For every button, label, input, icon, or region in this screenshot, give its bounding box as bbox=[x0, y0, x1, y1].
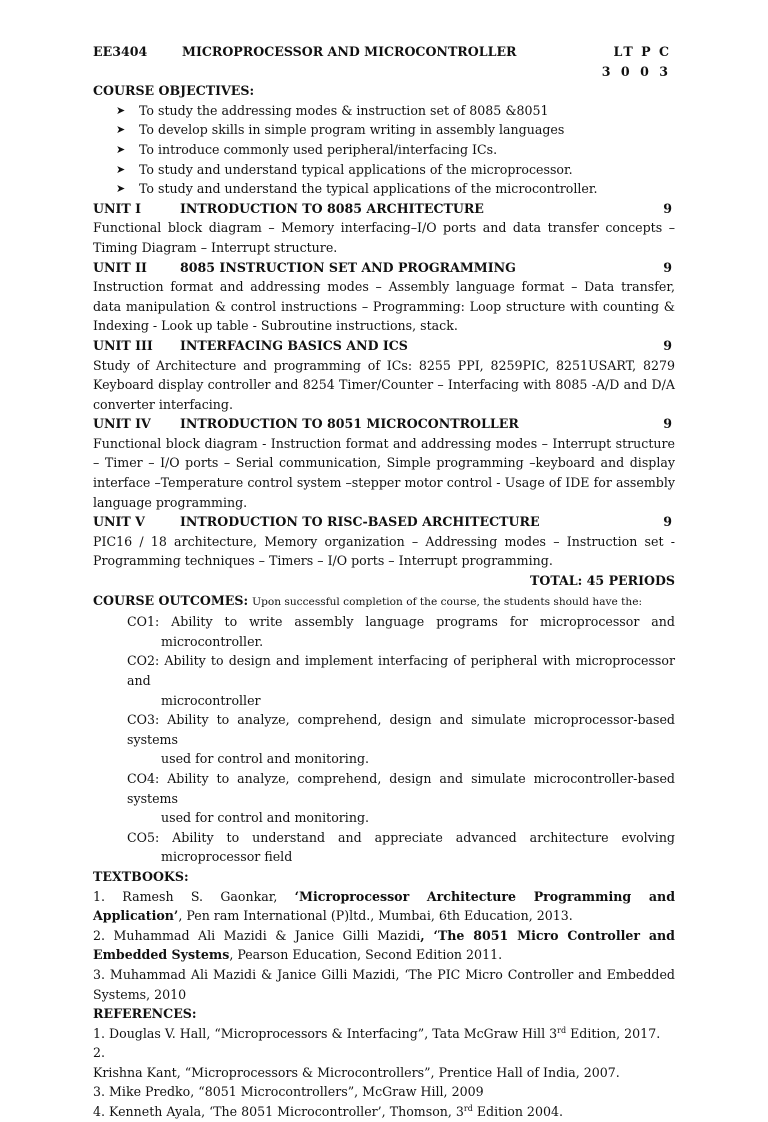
unit-title: INTRODUCTION TO 8085 ARCHITECTURE bbox=[180, 200, 484, 216]
unit-4-body: Functional block diagram - Instruction format and addressing modes – Interrupt structure – Timer – I/O ports – Serial communication, Simple programming –keyboard and display interface –Temperature control system –stepper motor control - Usage of IDE for assembly language programming. bbox=[93, 435, 675, 510]
textbook-item: 2. Muhammad Ali Mazidi & Janice Gilli Mazidi, ‘The 8051 Micro Controller and Embedded Systems, Pearson Education, Second Edition 2011. bbox=[93, 927, 675, 963]
unit-title: 8085 INSTRUCTION SET AND PROGRAMMING bbox=[180, 259, 516, 275]
arrow-bullet-icon: ➤ bbox=[116, 182, 126, 196]
unit-hours: 9 bbox=[663, 514, 672, 530]
objective-item: ➤ To study the addressing modes & instruction set of 8085 &8051 bbox=[116, 101, 675, 121]
reference-item: 4. Kenneth Ayala, ‘The 8051 Microcontroller’, Thomson, 3rd Edition 2004. bbox=[93, 1103, 563, 1120]
objective-item: ➤ To develop skills in simple program writing in assembly languages bbox=[116, 120, 675, 140]
unit-hours: 9 bbox=[663, 416, 672, 432]
reference-item: Krishna Kant, “Microprocessors & Microcontrollers”, Prentice Hall of India, 2007. bbox=[93, 1064, 620, 1080]
objective-item: ➤ To study and understand the typical applications of the microcontroller. bbox=[116, 179, 675, 199]
course-header bbox=[93, 42, 675, 62]
outcome-item: CO2: Ability to design and implement interfacing of peripheral with microprocessor and microcontroller bbox=[127, 653, 675, 708]
arrow-bullet-icon: ➤ bbox=[116, 103, 126, 117]
objectives-heading: COURSE OBJECTIVES: bbox=[93, 83, 255, 99]
arrow-bullet-icon: ➤ bbox=[116, 162, 126, 176]
outcomes-heading-line bbox=[93, 591, 675, 613]
outcome-item: CO5: Ability to understand and appreciate advanced architecture evolving microprocessor field bbox=[127, 829, 675, 865]
unit-hours: 9 bbox=[663, 259, 672, 275]
reference-item: 3. Mike Predko, “8051 Microcontrollers”, McGraw Hill, 2009 bbox=[93, 1084, 484, 1100]
course-title: MICROPROCESSOR AND MICROCONTROLLER bbox=[182, 44, 517, 59]
outcomes-heading: COURSE OUTCOMES: bbox=[93, 592, 249, 608]
unit-1-body: Functional block diagram – Memory interfacing–I/O ports and data transfer concepts – Timing Diagram – Interrupt structure. bbox=[93, 220, 675, 255]
unit-5-body: PIC16 / 18 architecture, Memory organization – Addressing modes – Instruction set - Programming techniques – Timers – I/O ports – Interrupt programming. bbox=[93, 533, 675, 569]
objective-item: ➤ To introduce commonly used peripheral/interfacing ICs. bbox=[116, 140, 675, 160]
outcome-item: CO3: Ability to analyze, comprehend, design and simulate microprocessor-based systems used for control and monitoring. bbox=[127, 712, 675, 767]
syllabus-page bbox=[93, 42, 675, 1122]
ltpc-label: LT P C bbox=[613, 44, 671, 59]
unit-label: UNIT V bbox=[93, 514, 145, 530]
textbooks-heading: TEXTBOOKS: bbox=[93, 868, 189, 884]
unit-label: UNIT II bbox=[93, 259, 147, 275]
outcome-item: CO1: Ability to write assembly language programs for microprocessor and microcontroller. bbox=[127, 614, 675, 649]
unit-3-heading bbox=[93, 336, 675, 356]
objective-item: ➤ To study and understand typical applications of the microprocessor. bbox=[116, 160, 675, 180]
unit-3-body: Study of Architecture and programming of ICs: 8255 PPI, 8259PIC, 8251USART, 8279 Keyboard display controller and 8254 Timer/Counter – Interfacing with 8085 -A/D and D/A converter interfacing. bbox=[93, 357, 675, 412]
arrow-bullet-icon: ➤ bbox=[116, 142, 126, 156]
outcomes-intro: Upon successful completion of the course, the students should have the: bbox=[252, 595, 643, 608]
unit-1-heading bbox=[93, 199, 675, 219]
unit-label: UNIT I bbox=[93, 200, 142, 216]
unit-4-heading bbox=[93, 414, 675, 434]
ltpc-row bbox=[93, 62, 675, 82]
unit-label: UNIT III bbox=[93, 337, 153, 353]
unit-2-heading bbox=[93, 258, 675, 278]
unit-5-heading bbox=[93, 512, 675, 532]
unit-label: UNIT IV bbox=[93, 416, 151, 432]
references-heading: REFERENCES: bbox=[93, 1006, 197, 1022]
reference-item: 1. Douglas V. Hall, “Microprocessors & Interfacing”, Tata McGraw Hill 3rd Edition, 2017. 2. bbox=[93, 1025, 661, 1061]
objectives-list bbox=[93, 101, 675, 199]
ltpc-values: 3 0 0 3 bbox=[601, 63, 671, 79]
unit-title: INTERFACING BASICS AND ICS bbox=[180, 337, 408, 353]
outcome-item: CO4: Ability to analyze, comprehend, design and simulate microcontroller-based systems used for control and monitoring. bbox=[127, 770, 675, 826]
unit-title: INTRODUCTION TO 8051 MICROCONTROLLER bbox=[180, 416, 519, 432]
course-code: EE3404 bbox=[93, 44, 148, 59]
unit-title: INTRODUCTION TO RISC-BASED ARCHITECTURE bbox=[180, 514, 540, 530]
arrow-bullet-icon: ➤ bbox=[116, 123, 126, 137]
unit-hours: 9 bbox=[663, 200, 672, 216]
unit-hours: 9 bbox=[663, 337, 672, 353]
textbook-item: 1. Ramesh S. Gaonkar, ‘Microprocessor Architecture Programming and Application’, Pen ram International (P)ltd., Mumbai, 6th Education, 2013. bbox=[93, 888, 676, 924]
unit-2-body: Instruction format and addressing modes – Assembly language format – Data transfer, data manipulation & control instructions – Programming: Loop structure with counting & Indexing - Look up table - Subroutine instructions, stack. bbox=[93, 279, 675, 334]
total-periods: TOTAL: 45 PERIODS bbox=[529, 573, 675, 589]
textbook-item: 3. Muhammad Ali Mazidi & Janice Gilli Mazidi, ‘The PIC Micro Controller and Embedded Systems, 2010 bbox=[93, 966, 675, 1002]
